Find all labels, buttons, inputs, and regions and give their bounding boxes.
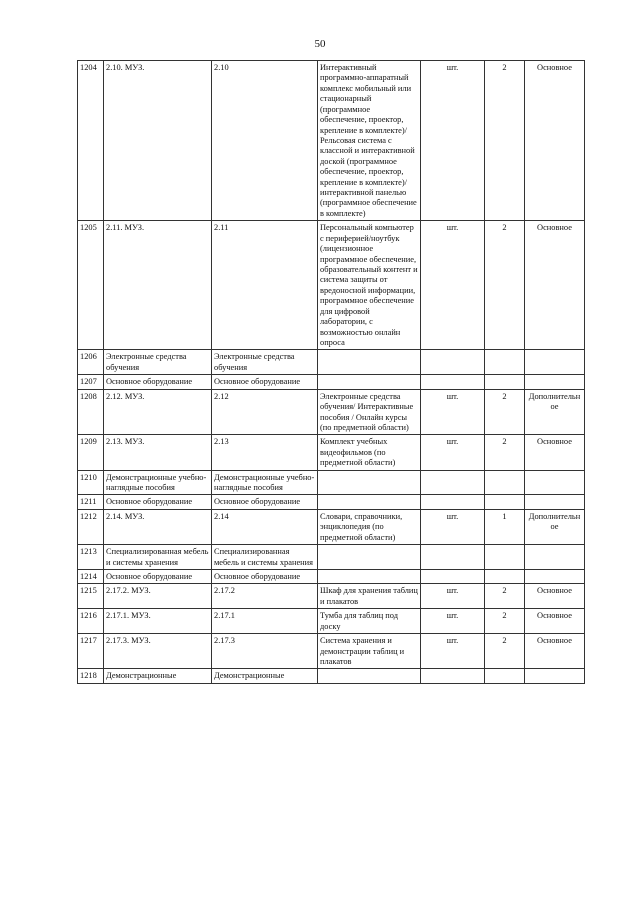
table-row — [78, 350, 585, 375]
description-cell — [318, 350, 421, 375]
item-code-cell: Основное оборудование — [104, 375, 212, 389]
item-code-cell: Специализированная мебель и системы хранения — [104, 545, 212, 570]
equipment-type-cell — [525, 350, 585, 375]
description-cell: Система хранения и демонстрации таблиц и плакатов — [318, 634, 421, 669]
quantity-cell — [485, 470, 525, 495]
reference-code-cell: Демонстрационные учебно-наглядные пособия — [212, 470, 318, 495]
description-cell — [318, 495, 421, 509]
description-cell: Словари, справочники, энциклопедия (по предметной области) — [318, 509, 421, 544]
table-row — [78, 375, 585, 389]
row-number-cell: 1213 — [78, 545, 104, 570]
unit-cell: шт. — [421, 435, 485, 470]
equipment-type-cell: Основное — [525, 221, 585, 350]
reference-code-cell: 2.17.3 — [212, 634, 318, 669]
quantity-cell — [485, 669, 525, 683]
equipment-table — [77, 60, 585, 684]
unit-cell: шт. — [421, 509, 485, 544]
quantity-cell: 2 — [485, 221, 525, 350]
item-code-cell: Электронные средства обучения — [104, 350, 212, 375]
unit-cell — [421, 375, 485, 389]
page-number: 50 — [314, 38, 326, 50]
quantity-cell: 2 — [485, 61, 525, 221]
reference-code-cell: 2.14 — [212, 509, 318, 544]
description-cell — [318, 545, 421, 570]
equipment-type-cell: Дополнительное — [525, 509, 585, 544]
quantity-cell: 1 — [485, 509, 525, 544]
reference-code-cell: Основное оборудование — [212, 375, 318, 389]
equipment-type-cell: Основное — [525, 609, 585, 634]
item-code-cell: 2.14. МУЗ. — [104, 509, 212, 544]
reference-code-cell: Основное оборудование — [212, 495, 318, 509]
unit-cell — [421, 350, 485, 375]
equipment-type-cell — [525, 569, 585, 583]
item-code-cell: 2.10. МУЗ. — [104, 61, 212, 221]
row-number-cell: 1215 — [78, 584, 104, 609]
unit-cell — [421, 669, 485, 683]
description-cell — [318, 470, 421, 495]
table-row — [78, 609, 585, 634]
row-number-cell: 1205 — [78, 221, 104, 350]
equipment-type-cell — [525, 375, 585, 389]
reference-code-cell: 2.13 — [212, 435, 318, 470]
reference-code-cell: 2.17.2 — [212, 584, 318, 609]
description-cell: Тумба для таблиц под доску — [318, 609, 421, 634]
table-row — [78, 634, 585, 669]
equipment-type-cell: Дополнительное — [525, 389, 585, 435]
row-number-cell: 1208 — [78, 389, 104, 435]
item-code-cell: 2.17.3. МУЗ. — [104, 634, 212, 669]
table-row — [78, 509, 585, 544]
equipment-type-cell: Основное — [525, 584, 585, 609]
unit-cell: шт. — [421, 61, 485, 221]
row-number-cell: 1209 — [78, 435, 104, 470]
reference-code-cell: Электронные средства обучения — [212, 350, 318, 375]
table-row — [78, 669, 585, 683]
description-cell: Персональный компьютер с периферией/ноутбук (лицензионное программное обеспечение, образовательный контент и система защиты от вредоносной информации, программное обеспечение для цифровой лаборатории, с возможностью онлайн опроса — [318, 221, 421, 350]
quantity-cell: 2 — [485, 435, 525, 470]
table-row — [78, 569, 585, 583]
reference-code-cell: 2.17.1 — [212, 609, 318, 634]
unit-cell — [421, 569, 485, 583]
item-code-cell: 2.17.1. МУЗ. — [104, 609, 212, 634]
unit-cell — [421, 495, 485, 509]
quantity-cell — [485, 569, 525, 583]
quantity-cell: 2 — [485, 389, 525, 435]
description-cell: Электронные средства обучения/ Интерактивные пособия / Онлайн курсы (по предметной области) — [318, 389, 421, 435]
unit-cell — [421, 470, 485, 495]
reference-code-cell: 2.12 — [212, 389, 318, 435]
row-number-cell: 1207 — [78, 375, 104, 389]
row-number-cell: 1204 — [78, 61, 104, 221]
row-number-cell: 1218 — [78, 669, 104, 683]
table-row — [78, 545, 585, 570]
unit-cell: шт. — [421, 609, 485, 634]
unit-cell: шт. — [421, 221, 485, 350]
table-body — [78, 61, 585, 684]
reference-code-cell: Специализированная мебель и системы хранения — [212, 545, 318, 570]
equipment-type-cell — [525, 470, 585, 495]
item-code-cell: 2.17.2. МУЗ. — [104, 584, 212, 609]
row-number-cell: 1212 — [78, 509, 104, 544]
description-cell: Интерактивный программно-аппаратный комплекс мобильный или стационарный (программное обеспечение, проектор, крепление в комплекте)/Рельсовая система с классной и интерактивной доской (программное обеспечение, проектор, крепление в комплекте)/ интерактивной панелью (программное обеспечение в комплекте) — [318, 61, 421, 221]
quantity-cell: 2 — [485, 609, 525, 634]
equipment-type-cell — [525, 669, 585, 683]
reference-code-cell: 2.11 — [212, 221, 318, 350]
table-row — [78, 584, 585, 609]
quantity-cell — [485, 375, 525, 389]
item-code-cell: Основное оборудование — [104, 495, 212, 509]
table-row — [78, 470, 585, 495]
reference-code-cell: Основное оборудование — [212, 569, 318, 583]
description-cell — [318, 569, 421, 583]
row-number-cell: 1216 — [78, 609, 104, 634]
equipment-type-cell: Основное — [525, 435, 585, 470]
item-code-cell: Демонстрационные — [104, 669, 212, 683]
row-number-cell: 1210 — [78, 470, 104, 495]
item-code-cell: Основное оборудование — [104, 569, 212, 583]
quantity-cell: 2 — [485, 634, 525, 669]
table-row — [78, 61, 585, 221]
quantity-cell — [485, 495, 525, 509]
equipment-type-cell — [525, 495, 585, 509]
quantity-cell — [485, 545, 525, 570]
quantity-cell — [485, 350, 525, 375]
row-number-cell: 1211 — [78, 495, 104, 509]
row-number-cell: 1206 — [78, 350, 104, 375]
description-cell: Комплект учебных видеофильмов (по предметной области) — [318, 435, 421, 470]
unit-cell: шт. — [421, 634, 485, 669]
quantity-cell: 2 — [485, 584, 525, 609]
item-code-cell: Демонстрационные учебно-наглядные пособия — [104, 470, 212, 495]
reference-code-cell: 2.10 — [212, 61, 318, 221]
item-code-cell: 2.11. МУЗ. — [104, 221, 212, 350]
table-row — [78, 389, 585, 435]
description-cell — [318, 375, 421, 389]
unit-cell — [421, 545, 485, 570]
table-row — [78, 435, 585, 470]
equipment-type-cell — [525, 545, 585, 570]
unit-cell: шт. — [421, 389, 485, 435]
item-code-cell: 2.13. МУЗ. — [104, 435, 212, 470]
equipment-type-cell: Основное — [525, 634, 585, 669]
item-code-cell: 2.12. МУЗ. — [104, 389, 212, 435]
table-row — [78, 495, 585, 509]
description-cell — [318, 669, 421, 683]
row-number-cell: 1217 — [78, 634, 104, 669]
reference-code-cell: Демонстрационные — [212, 669, 318, 683]
table-row — [78, 221, 585, 350]
unit-cell: шт. — [421, 584, 485, 609]
description-cell: Шкаф для хранения таблиц и плакатов — [318, 584, 421, 609]
row-number-cell: 1214 — [78, 569, 104, 583]
equipment-type-cell: Основное — [525, 61, 585, 221]
